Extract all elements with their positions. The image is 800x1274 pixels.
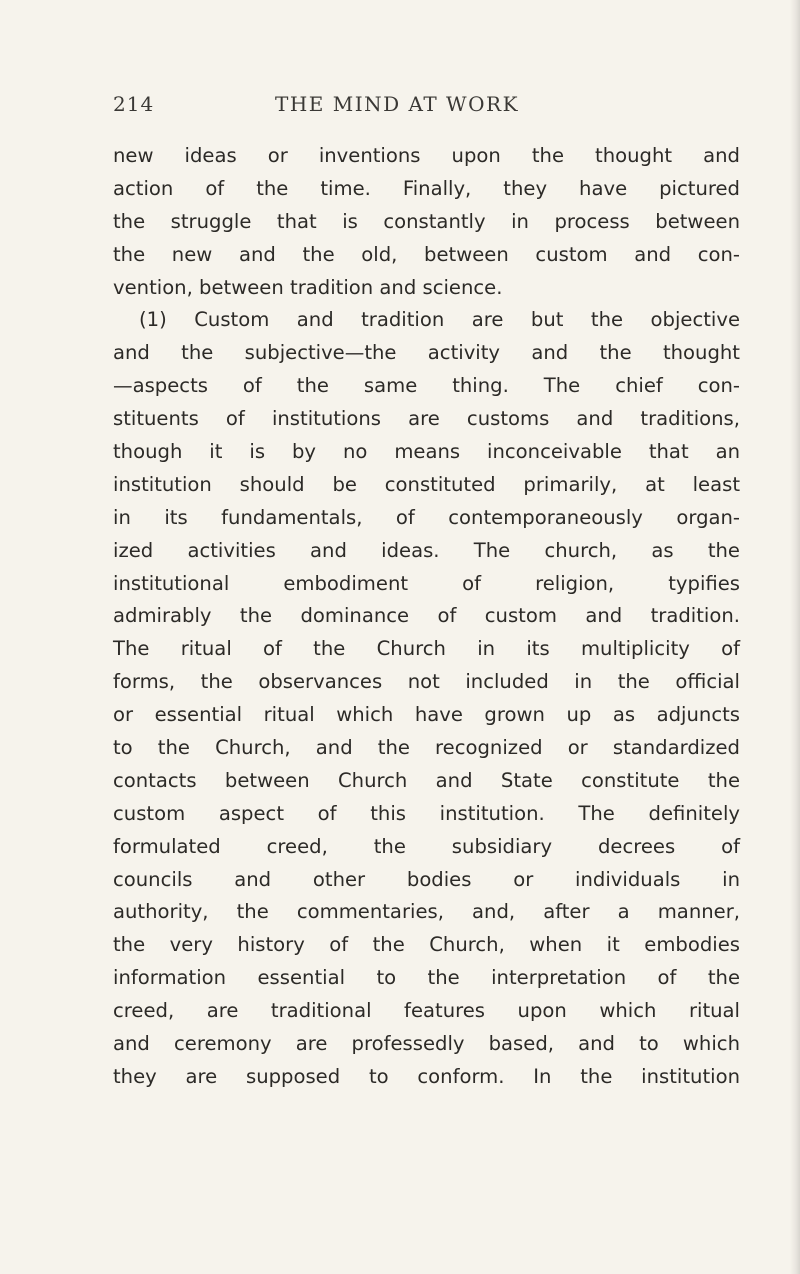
text-line: the struggle that is constantly in process between [113,209,740,233]
text-line: the very history of the Church, when it embodies [113,933,740,957]
text-line: formulated creed, the subsidiary decrees of [113,834,740,858]
text-line: the new and the old, between custom and con- [113,242,740,266]
text-line: information essential to the interpretation of the [113,966,740,990]
page-edge [790,0,800,1274]
text-line: stituents of institutions are customs and traditions, [113,407,740,431]
text-line: and the subjective—the activity and the thought [113,341,740,365]
text-line: The ritual of the Church in its multiplicity of [113,637,740,661]
text-line: they are supposed to conform. In the institution [113,1064,740,1088]
text-line: councils and other bodies or individuals in [113,867,740,891]
text-line: to the Church, and the recognized or standardized [113,736,740,760]
text-line: (1) Custom and tradition are but the objective [139,308,740,332]
text-line: institutional embodiment of religion, typifies [113,571,740,595]
text-line: creed, are traditional features upon which ritual [113,999,740,1023]
text-line: institution should be constituted primarily, at least [113,472,740,496]
text-line: vention, between tradition and science. [113,275,503,299]
running-head [113,92,713,122]
running-title: THE MIND AT WORK [275,92,520,116]
text-line: —aspects of the same thing. The chief con- [113,374,740,398]
text-line: admirably the dominance of custom and tradition. [113,604,740,628]
text-line: new ideas or inventions upon the thought and [113,144,740,167]
text-line: and ceremony are professedly based, and to which [113,1032,740,1056]
body-text [113,140,740,1094]
text-line: though it is by no means inconceivable that an [113,440,740,464]
text-line: custom aspect of this institution. The definitely [113,801,740,825]
text-line: or essential ritual which have grown up as adjuncts [113,703,740,727]
text-line: contacts between Church and State constitute the [113,768,740,792]
text-line: ized activities and ideas. The church, as the [113,538,740,562]
text-line: authority, the commentaries, and, after a manner, [113,900,740,924]
text-line: forms, the observances not included in the official [113,670,740,694]
text-line: action of the time. Finally, they have pictured [113,176,740,200]
page-number: 214 [113,92,155,116]
text-line: in its fundamentals, of contemporaneously organ- [113,505,740,529]
